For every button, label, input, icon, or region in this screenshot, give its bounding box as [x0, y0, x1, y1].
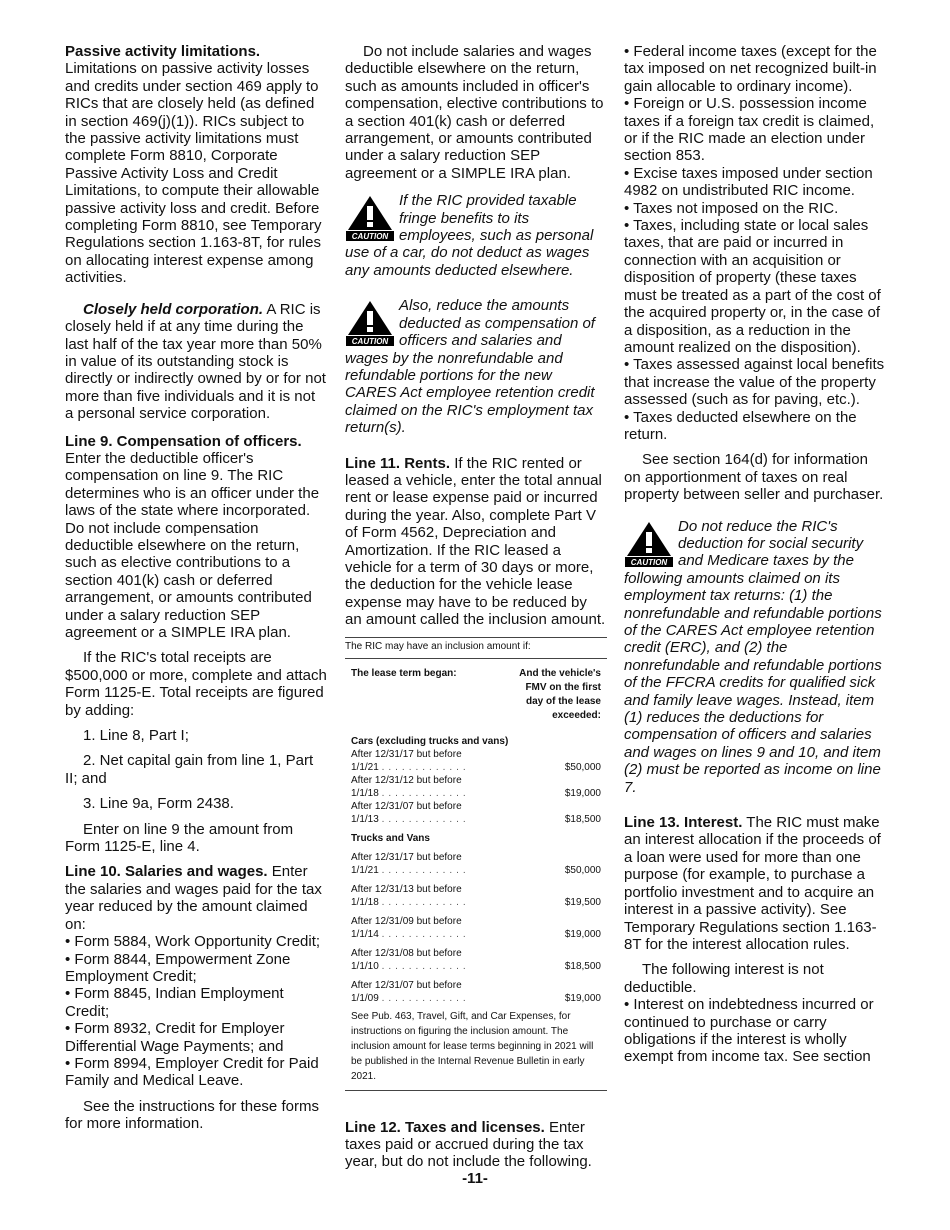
closely-held-heading: Closely held corporation.: [83, 300, 264, 318]
caution-text-3: Do not reduce the RIC's deduction for social security and Medicare taxes by the following amounts claimed on its employment tax returns: (1) the nonrefundable and refundable portions of the CARES Act employee retention credit (ERC), and (2) the nonrefundable and refundable portions of the FFCRA credits for qualified sick and family leave wages. Instead, item (1) reduces the deductions for compensation of officers and salaries and wages on lines 9 and 10, and item (2) must be reported as income on line 7.: [624, 517, 882, 796]
line13-body: The RIC must make an interest allocation if the proceeds of a loan were used for more than one purpose (for example, to purchase a portfolio investment and to acquire an interest in a passive activity). See Temporary Regulations section 1.163-8T for the interest allocation rules.: [624, 814, 881, 953]
inclusion-table: [345, 637, 607, 1091]
receipts-paragraph: If the RIC's total receipts are $500,000 or more, complete and attach Form 1125-E. Total receipts are figured by adding:: [65, 649, 327, 719]
line10-heading: Line 10. Salaries and wages.: [65, 863, 268, 881]
page-number: -11-: [462, 1170, 488, 1187]
passive-heading: Passive activity limitations.: [65, 43, 261, 60]
table-cell: After 12/31/08 but before: [351, 947, 462, 959]
line9-heading: Line 9. Compensation of officers.: [65, 432, 302, 450]
salaries-intro: Do not include salaries and wages deductible elsewhere on the return, such as amounts included in officer's compensation, elective contributions to a section 401(k) cash or deferred arrangement, or amounts contributed under a salary reduction SEP agreement or a SIMPLE IRA plan.: [345, 43, 604, 182]
table-cell: After 12/31/07 but before: [351, 979, 462, 991]
group-label: Trucks and Vans: [351, 832, 430, 844]
caution-text-2: Also, reduce the amounts deducted as compensation of officers and salaries and wages by the nonrefundable and refundable portions for the new CARES Act employee retention credit claimed on the RIC's employment tax return(s).: [345, 297, 595, 437]
column-2: [345, 43, 607, 1179]
line12-body: Enter taxes paid or accrued during the tax year, but do not include the following.: [345, 1118, 592, 1171]
tax-bullet: • Excise taxes imposed under section 4982 on undistributed RIC income.: [624, 165, 886, 200]
tax-bullet: • Taxes, including state or local sales taxes, that are paid or incurred in connection with an acquisition or disposition of property (these taxes must be treated as a part of the cost of the acquired property or, in the case of a disposition, as a reduction in the amount realized on the disposition).: [624, 217, 886, 356]
column-header: And the vehicle's FMV on the first day of the lease exceeded:: [519, 667, 601, 721]
form-bullet: • Form 8845, Indian Employment Credit;: [65, 985, 327, 1020]
section-164-note: See section 164(d) for information on apportionment of taxes on real property between seller and purchaser.: [624, 451, 884, 504]
caution-icon: [345, 194, 395, 242]
table-row: 1/1/21 ............. $50,000: [351, 864, 601, 876]
table-row: 1/1/14 ............. $19,000: [351, 928, 601, 940]
tax-bullet: • Taxes assessed against local benefits that increase the value of the property assessed (such as for paving, etc.).: [624, 356, 886, 408]
not-deductible: The following interest is not deductible.: [624, 961, 824, 996]
form-bullet: • Form 8994, Employer Credit for Paid Family and Medical Leave.: [65, 1055, 327, 1090]
svg-text:CAUTION: CAUTION: [351, 337, 389, 347]
form-bullet: • Form 5884, Work Opportunity Credit;: [65, 933, 327, 950]
table-cell: After 12/31/12 but before: [351, 774, 462, 786]
tax-bullet: • Taxes deducted elsewhere on the return.: [624, 409, 886, 444]
svg-text:CAUTION: CAUTION: [630, 557, 668, 567]
column-header: The lease term began:: [351, 667, 457, 679]
line13-heading: Line 13. Interest.: [624, 814, 743, 832]
list-item: 1. Line 8, Part I;: [83, 727, 189, 745]
table-row: 1/1/13 ............. $18,500: [351, 813, 601, 825]
table-footnote: See Pub. 463, Travel, Gift, and Car Expenses, for instructions on figuring the inclusion amount. The inclusion amount for lease terms beginning in 2021 will be published in the Internal Revenue Bulletin in early 2021.: [351, 1010, 594, 1082]
group-label: Cars (excluding trucks and vans): [351, 735, 509, 747]
table-cell: After 12/31/07 but before: [351, 800, 462, 812]
table-row: 1/1/21 ............. $50,000: [351, 761, 601, 773]
passive-body: Limitations on passive activity losses and credits under section 469 apply to RICs that are closely held (as defined in section 469(j)(1)). RICs subject to the passive activity limitations must complete Form 8810, Corporate Passive Activity Loss and Credit Limitations, to compute their allowable passive activity loss and credit. Before completing Form 8810, see Temporary Regulations section 1.163-8T, for rules on allocating interest expense among activities.: [65, 60, 322, 287]
column-1: [65, 43, 327, 1141]
column-3: [624, 43, 886, 1066]
form-bullet: • Form 8844, Empowerment Zone Employment Credit;: [65, 951, 327, 986]
see-instructions: See the instructions for these forms for more information.: [65, 1097, 319, 1133]
caution-text-1: If the RIC provided taxable fringe benefits to its employees, such as personal use of a car, do not deduct as wages any amounts deducted elsewhere.: [345, 192, 594, 279]
caution-icon: [345, 299, 395, 347]
table-row: 1/1/09 ............. $19,000: [351, 992, 601, 1004]
line11-heading: Line 11. Rents.: [345, 454, 451, 472]
enter-paragraph: Enter on line 9 the amount from Form 1125-E, line 4.: [65, 820, 294, 856]
table-row: 1/1/18 ............. $19,000: [351, 787, 601, 799]
tax-bullet: • Federal income taxes (except for the tax imposed on net recognized built-in gain allocable to ordinary income).: [624, 43, 886, 95]
table-row: 1/1/18 ............. $19,500: [351, 896, 601, 908]
table-cell: After 12/31/17 but before: [351, 851, 462, 863]
line11-body: If the RIC rented or leased a vehicle, enter the total annual rent or lease expense paid or incurred during the year. Also, complete Part V of Form 4562, Depreciation and Amortization. If the RIC leased a vehicle for a term of 30 days or more, the deduction for the vehicle lease expense may have to be reduced by an amount called the inclusion amount.: [345, 454, 606, 629]
caution-block: [345, 192, 607, 279]
caution-icon: [624, 520, 674, 568]
table-cell: After 12/31/13 but before: [351, 883, 462, 895]
table-cell: After 12/31/09 but before: [351, 915, 462, 927]
line10-body: Enter the salaries and wages paid for the tax year reduced by the amount claimed on:: [65, 863, 322, 933]
caution-block: [624, 518, 886, 797]
tax-bullet: • Foreign or U.S. possession income taxes if a foreign tax credit is claimed, or if the RIC made an election under section 853.: [624, 95, 886, 165]
svg-text:CAUTION: CAUTION: [351, 232, 389, 242]
form-bullet: • Form 8932, Credit for Employer Differential Wage Payments; and: [65, 1020, 327, 1055]
list-item: 2. Net capital gain from line 1, Part II; and: [65, 752, 314, 787]
line12-heading: Line 12. Taxes and licenses.: [345, 1118, 545, 1136]
table-caption: The RIC may have an inclusion amount if:: [345, 637, 607, 658]
table-cell: After 12/31/17 but before: [351, 748, 462, 760]
caution-block: [345, 297, 607, 436]
closely-held-body: A RIC is closely held if at any time during the last half of the tax year more than 50% in value of its outstanding stock is directly or indirectly owned by or for not more than five individuals and it is not a personal service corporation.: [65, 300, 326, 423]
line9-body: Enter the deductible officer's compensation on line 9. The RIC determines who is an officer under the laws of the state where incorporated. Do not include compensation deductible elsewhere on the return, such as elective contributions to a section 401(k) cash or deferred arrangement, or amounts contributed under a salary reduction SEP agreement or a SIMPLE IRA plan.: [65, 449, 320, 641]
tax-bullet: • Taxes not imposed on the RIC.: [624, 200, 886, 217]
table-row: 1/1/10 ............. $18,500: [351, 960, 601, 972]
list-item: 3. Line 9a, Form 2438.: [83, 795, 234, 813]
interest-bullet: • Interest on indebtedness incurred or continued to purchase or carry obligations if the interest is wholly exempt from income tax. See section: [624, 996, 886, 1066]
